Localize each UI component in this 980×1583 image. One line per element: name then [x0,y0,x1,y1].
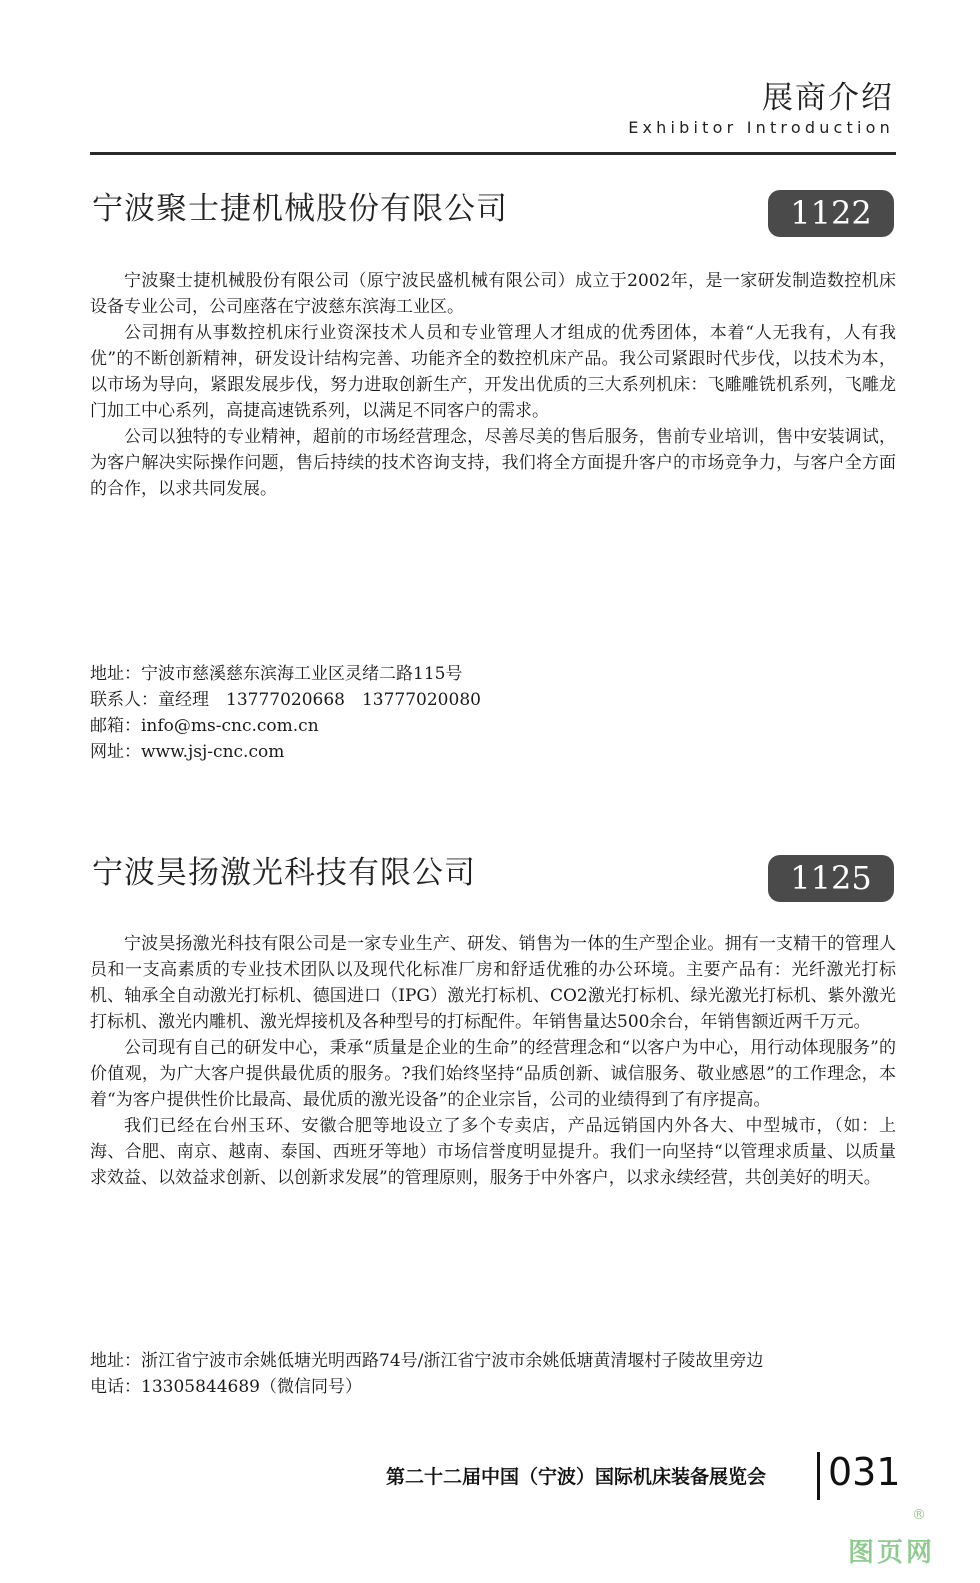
contact-info [90,1348,896,1400]
header-divider [90,152,896,155]
company-name: 宁波聚士捷机械股份有限公司 [92,191,508,227]
registered-mark: ® [912,1507,926,1523]
watermark-logo: 图页网 [848,1538,936,1568]
description-paragraph: 宁波昊扬激光科技有限公司是一家专业生产、研发、销售为一体的生产型企业。拥有一支精干的管理人员和一支高素质的专业技术团队以及现代化标准厂房和舒适优雅的办公环境。主要产品有：光纤激光打标机、轴承全自动激光打标机、德国进口（IPG）激光打标机、CO2激光打标机、绿光激光打标机、紫外激光打标机、激光内雕机、激光焊接机及各种型号的打标配件。年销售量达500余台，年销售额近两千万元。 [90,934,896,1032]
booth-number-badge: 1125 [768,855,894,902]
contact-info [90,661,896,765]
phone-line: 电话：13305844689（微信同号） [90,1377,362,1397]
page-number: 031 [828,1450,901,1494]
company-description [90,931,896,1191]
address-line: 地址：浙江省宁波市余姚低塘光明西路74号/浙江省宁波市余姚低塘黄清堰村子陵故里旁边 [90,1351,764,1371]
address-line: 地址：宁波市慈溪慈东滨海工业区灵绪二路115号 [90,664,463,684]
description-paragraph: 公司现有自己的研发中心，秉承“质量是企业的生命”的经营理念和“以客户为中心，用行动体现服务”的价值观，为广大客户提供最优质的服务。?我们始终坚持“品质创新、诚信服务、敬业感恩”的工作理念，本着“为客户提供性价比最高、最优质的激光设备”的企业宗旨，公司的业绩得到了有序提高。 [90,1038,896,1110]
section-subtitle: Exhibitor Introduction [628,118,894,137]
description-paragraph: 我们已经在台州玉环、安徽合肥等地设立了多个专卖店，产品远销国内外各大、中型城市，（如：上海、合肥、南京、越南、泰国、西班牙等地）市场信誉度明显提升。我们一向坚持“以管理求质量、以质量求效益、以效益求创新、以创新求发展”的管理原则，服务于中外客户，以求永续经营，共创美好的明天。 [90,1116,896,1188]
description-paragraph: 公司以独特的专业精神，超前的市场经营理念，尽善尽美的售后服务，售前专业培训，售中安装调试，为客户解决实际操作问题，售后持续的技术咨询支持，我们将全方面提升客户的市场竞争力，与客户全方面的合作，以求共同发展。 [90,427,896,499]
section-title: 展商介绍 [762,80,894,116]
contact-person-line: 联系人：童经理 13777020668 13777020080 [90,690,481,710]
website-line: 网址：www.jsj-cnc.com [90,742,285,762]
description-paragraph: 公司拥有从事数控机床行业资深技术人员和专业管理人才组成的优秀团体，本着“人无我有，人有我优”的不断创新精神，研发设计结构完善、功能齐全的数控机床产品。我公司紧跟时代步伐，以技术为本，以市场为导向，紧跟发展步伐，努力进取创新生产，开发出优质的三大系列机床：飞雕雕铣机系列，飞雕龙门加工中心系列，高捷高速铣系列，以满足不同客户的需求。 [90,323,896,421]
event-name: 第二十二届中国（宁波）国际机床装备展览会 [386,1466,767,1488]
booth-number-badge: 1122 [768,190,894,237]
footer-divider [817,1452,820,1500]
email-line: 邮箱：info@ms-cnc.com.cn [90,716,319,736]
company-description [90,268,896,502]
description-paragraph: 宁波聚士捷机械股份有限公司（原宁波民盛机械有限公司）成立于2002年，是一家研发制造数控机床设备专业公司，公司座落在宁波慈东滨海工业区。 [90,271,896,317]
company-name: 宁波昊扬激光科技有限公司 [92,855,476,891]
